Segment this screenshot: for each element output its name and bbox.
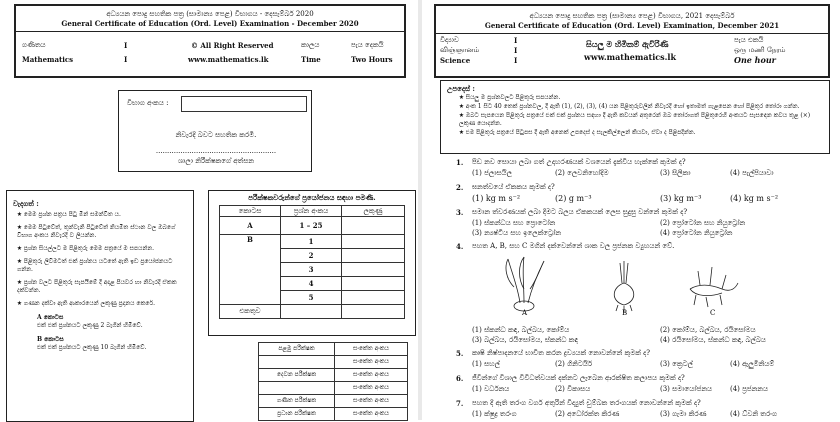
right-rights: සියලු ම හිමිකම් ඇවිරිණි bbox=[586, 39, 669, 49]
note-item: ★ ගණන දක්වා ඇති ආකාරයෙන් ලකුණු ප්‍රදානය කෙරේ. bbox=[17, 300, 155, 307]
right-paper-3: I bbox=[514, 56, 518, 65]
total-label: එකතුව bbox=[220, 305, 281, 319]
figure-label-b: B bbox=[622, 309, 628, 315]
col-header-question: ප්‍රශ්න අංකය bbox=[281, 206, 342, 217]
signature-label: ශාලා නිරීක්ෂකගේ අත්සන bbox=[178, 157, 254, 165]
option: (2) ප්‍රෝටෝන සහ නියුට්‍රෝන bbox=[660, 219, 746, 227]
plant-illustrations bbox=[500, 253, 740, 315]
option: (2) අධෝරක්ත කිරණ bbox=[555, 410, 620, 418]
marks-cell[interactable] bbox=[342, 263, 405, 277]
option: (4) ප්‍රජනනය bbox=[730, 385, 769, 393]
right-header-english: General Certificate of Education (Ord. Level) Examination, December 2021 bbox=[484, 21, 780, 30]
sig-row-label: පළමු පරීක්ෂක bbox=[259, 343, 335, 356]
note-item: ★ මෙම පිටුවේත්, තුන්වැනි පිටුවේත් නියමිත ස්ථාන වල ඔබගේ විභාග අංකය නිවැරදි ව ලියන්න. bbox=[17, 224, 176, 239]
question-text: ජීවීන්ගේ විශාල විවිධත්වයක් දක්නට ලැබෙන ආරක්ෂිත කලාපය කුමක් ද? bbox=[472, 374, 685, 382]
marks-cell[interactable] bbox=[342, 277, 405, 291]
question-number: 3. bbox=[456, 208, 464, 217]
left-header-sinhala: අධ්‍යයන පොදු සහතික පත්‍ර (සාමාන්‍ය පෙළ) විභාගය - දෙසැම්බර් 2020 bbox=[106, 10, 314, 18]
right-time-si: පැය එකයි bbox=[734, 36, 764, 44]
option: (1) kg m s⁻² bbox=[472, 194, 521, 203]
option: (4) kg m s⁻² bbox=[730, 194, 779, 203]
table-cell-question: 3 bbox=[281, 263, 342, 277]
note-item: ★ ප්‍රශ්න වලට පිළිතුරු සැපයීමේ දී අදාළ පියවර හා නිවැරදි ඒකක දක්වන්න. bbox=[17, 279, 177, 294]
sig-row-label: දෙවන පරීක්ෂක bbox=[259, 369, 335, 382]
plant-figure bbox=[500, 253, 740, 315]
option: (1) ස්කන්ධය සහ ප්‍රොටෝන bbox=[472, 219, 556, 227]
question-text: පහත A, B, සහ C මගින් දක්වෙන්නේ ශාක වල ප්‍රජනක ව්‍යුහයන් වේ. bbox=[472, 242, 675, 250]
right-paper-1: I bbox=[514, 36, 518, 45]
marks-table bbox=[219, 205, 405, 319]
section-b-desc: එක් එක් ප්‍රශ්නයට ලකුණු 10 බැගින් හිමිවේ. bbox=[37, 344, 147, 351]
right-subject-si: විද්‍යාව bbox=[440, 36, 459, 44]
option: (3) ක්‍රෙටල් bbox=[660, 360, 693, 368]
option: (2) විකාසය bbox=[555, 385, 591, 393]
signature-dots: ...................................................... bbox=[155, 147, 277, 155]
right-header-box bbox=[434, 4, 830, 78]
right-website: www.mathematics.lk bbox=[584, 52, 677, 62]
instruction-item: ★ සියලු ම ප්‍රශ්නවලට පිළිතුරු සපයන්න. bbox=[459, 94, 561, 101]
section-a-title: A කොටස bbox=[37, 314, 64, 321]
sig-row-code: සංකේත අංකය bbox=[335, 356, 408, 369]
question-text: ඝනත්වයේ ඒකකය කුමක් ද? bbox=[472, 183, 555, 191]
option: (4) ප්‍රෝටෝන නියුට්‍රෝන bbox=[660, 229, 733, 237]
plant-c-icon bbox=[690, 267, 738, 307]
question-text: පහත දී ඇති තරංග වර්ග අතුරින් විද්‍යුත් චුම්බක තරංගයක් නොවන්නේ කුමක් ද? bbox=[472, 399, 701, 407]
right-page bbox=[420, 0, 840, 420]
question-text: සමාන ත්වරණයක් ලබා දීමට බලය ඒකකයක් ලෙස සුදුසු වන්නේ කුමක් ද? bbox=[472, 208, 688, 216]
option: (2) ගිනිටයිර් bbox=[555, 360, 593, 368]
examiner-signature-table bbox=[258, 342, 408, 421]
question-number: 1. bbox=[456, 158, 464, 167]
question-number: 6. bbox=[456, 374, 464, 383]
plant-a-icon bbox=[506, 257, 544, 311]
option: (4) ධ්වනි තරංග bbox=[730, 410, 777, 418]
left-header-box bbox=[14, 4, 406, 78]
right-time-en: One hour bbox=[734, 55, 776, 65]
question-number: 2. bbox=[456, 183, 464, 192]
index-number-field[interactable] bbox=[181, 96, 307, 112]
instructions-box bbox=[440, 80, 830, 154]
question-number: 4. bbox=[456, 242, 464, 251]
section-a-desc: එක් එක් ප්‍රශ්නයට ලකුණු 2 බැගින් හිමිවේ. bbox=[37, 322, 143, 329]
option: (2) g m⁻³ bbox=[555, 194, 592, 203]
marks-cell[interactable] bbox=[342, 291, 405, 305]
left-time-en: Time bbox=[301, 55, 321, 64]
examiner-title: පරීක්ෂකවරුන්ගේ ප්‍රයෝජනය සඳහා පමණි. bbox=[248, 193, 376, 202]
left-paper-en: I bbox=[124, 55, 128, 64]
figure-label-a: A bbox=[522, 309, 528, 315]
right-subject-en: Science bbox=[440, 56, 471, 65]
option: (2) කෝම්ය, බල්බය, රයිසෝමය bbox=[660, 326, 756, 334]
sig-row-label bbox=[259, 356, 335, 369]
sig-row-label bbox=[259, 382, 335, 395]
marks-cell[interactable] bbox=[342, 249, 405, 263]
question-number: 7. bbox=[456, 399, 464, 408]
left-paper-si: I bbox=[124, 41, 128, 50]
left-duration-en: Two Hours bbox=[351, 55, 393, 64]
left-subject-en: Mathematics bbox=[22, 55, 74, 64]
note-item: ★ පිළිතුරු ලිවීමටත් එක් ප්‍රශ්නය යටතේ ඇති ඉඩ ප්‍රයෝජනයට ගන්න. bbox=[17, 258, 173, 273]
option: (1) සහල් bbox=[472, 360, 501, 368]
option: (1) ස්කන්ධ කඳ, බල්බය, කෝම්ය bbox=[472, 326, 570, 334]
note-item: ★ ප්‍රශ්න සියල්ලට ම පිළිතුරු මෙම පත්‍රයේ ම සපයන්න. bbox=[17, 245, 154, 252]
instruction-item: ★ එම පිළිතුරු පත්‍රයේ පිටුපස දී ඇති අනෙක් උපදෙස් ද සැලකිල්ලෙන් කියවා, ඒවා ද පිළිපදින්න. bbox=[459, 129, 696, 136]
left-subject-si: ගණිතය bbox=[22, 41, 46, 49]
option: (4) පැල්පියාවා bbox=[730, 169, 774, 177]
option: (1) වර්ධනය bbox=[472, 385, 510, 393]
option: (3) සිලිකා bbox=[660, 169, 691, 177]
right-header-sinhala: අධ්‍යයන පොදු සහතික පත්‍ර (සාමාන්‍ය පෙළ) විභාගය, 2021 දෙසැම්බර් bbox=[529, 12, 735, 20]
left-header-english: General Certificate of Education (Ord. Level) Examination - December 2020 bbox=[61, 19, 359, 28]
table-cell-question: 4 bbox=[281, 277, 342, 291]
notes-list bbox=[17, 211, 185, 352]
instruction-item: ★ ඔබට සැපයෙන පිළිතුරු පත්‍රයේ එක් එක් ප්‍රශ්නය සඳහා දී ඇති කවයන් අතුරෙන් ඔබ තෝරාගත් පිළිතුරෙහි අංකයට සැසඳෙන කවය තුළ (×) ලකුණ යොදන්න. bbox=[459, 112, 811, 127]
option: (4) ඇලුමිනියම් bbox=[730, 360, 775, 368]
option: (3) kg m⁻³ bbox=[660, 194, 702, 203]
sig-row-code: සංකේත අංකය bbox=[335, 369, 408, 382]
right-subject-ta: விஞ்ஞானம் bbox=[440, 46, 480, 54]
question-text: පීඩ නව සොයා ලබා ගත් උදාහරණයක් වශයෙන් දැක්විය හැක්කේ කුමක් ද? bbox=[472, 158, 686, 166]
option: (4) රයිසෝමය, ස්කන්ධ කඳ, බල්බය bbox=[660, 336, 766, 344]
notes-title: වැදගත් : bbox=[13, 199, 39, 208]
marks-cell[interactable] bbox=[342, 235, 405, 249]
col-header-part: කොටස bbox=[220, 206, 281, 217]
option: (3) න්‍යෂ්ටිය සහ ඉලෙක්ට්‍රෝන bbox=[472, 229, 562, 237]
section-b-title: B කොටස bbox=[37, 336, 64, 343]
index-number-box bbox=[118, 90, 312, 172]
sig-row-label: ගණිත පරීක්ෂක bbox=[259, 395, 335, 408]
note-item: ★ මෙම ප්‍රශ්න පත්‍රය පිටු මින් සමන්විත ය. bbox=[17, 211, 121, 218]
option: (3) සමායෝජනය bbox=[660, 385, 713, 393]
instructions-title: උපදෙස් : bbox=[447, 84, 476, 93]
right-paper-2: I bbox=[514, 46, 518, 55]
figure-label-c: C bbox=[710, 309, 716, 315]
option: (3) ගැමා කිරණ bbox=[660, 410, 707, 418]
table-cell-question: 1 – 25 bbox=[281, 217, 342, 235]
sig-row-label: ප්‍රධාන පරීක්ෂක bbox=[259, 408, 335, 421]
option: (1) ක්ෂුද්‍ර තරංග bbox=[472, 410, 517, 418]
table-cell-part: B bbox=[220, 235, 281, 305]
sig-row-code: සංකේත අංකය bbox=[335, 382, 408, 395]
question-text: කෘෂි නිෂ්පාදනයේ භාවිත කරන ද්‍රව්‍යයක් නොවන්නේ කුමක් ද? bbox=[472, 349, 651, 357]
option: (2) ලෙවනිහෝදිම bbox=[555, 169, 609, 177]
sig-row-code: සංකේත අංකය bbox=[335, 395, 408, 408]
marks-cell[interactable] bbox=[342, 217, 405, 235]
option: (1) ජලාසයිල bbox=[472, 169, 512, 177]
left-duration-si: පැය දෙකයි bbox=[351, 41, 384, 49]
certify-text: නිවැරදි බවට සහතික කරමි. bbox=[175, 131, 257, 139]
question-number: 5. bbox=[456, 349, 464, 358]
examiner-box bbox=[208, 190, 416, 336]
sig-row-code: සංකේත අංකය bbox=[335, 343, 408, 356]
instructions-list bbox=[459, 94, 823, 137]
table-cell-question: 5 bbox=[281, 291, 342, 305]
table-cell-question: 1 bbox=[281, 235, 342, 249]
right-time-ta: ஒரு மணி நேரம் bbox=[734, 46, 786, 54]
index-label: විභාග අංකය : bbox=[127, 99, 169, 107]
instruction-item: ★ අංක 1 සිට 40 තෙක් ප්‍රශ්නවල, දී ඇති (1), (2), (3), (4) යන පිළිතුරුවලින් නිවැරදි හෝ ඉතාමත් ගැළපෙන හෝ පිළිතුර තෝරා ගන්න. bbox=[459, 103, 800, 110]
total-cell[interactable] bbox=[342, 305, 405, 319]
notes-box bbox=[6, 190, 194, 422]
left-rights: © All Right Reserved bbox=[191, 41, 274, 50]
left-time-si: කාලය bbox=[301, 41, 320, 49]
left-website: www.mathematics.lk bbox=[188, 55, 269, 64]
sig-row-code: සංකේත අංකය bbox=[335, 408, 408, 421]
table-cell-question: 2 bbox=[281, 249, 342, 263]
table-cell-part: A bbox=[220, 217, 281, 235]
left-page bbox=[0, 0, 420, 420]
col-header-marks: ලකුණු bbox=[342, 206, 405, 217]
option: (3) බල්බය, රයිසෝමය, ස්කන්ධ කඳ bbox=[472, 336, 578, 344]
plant-b-icon bbox=[614, 261, 634, 312]
